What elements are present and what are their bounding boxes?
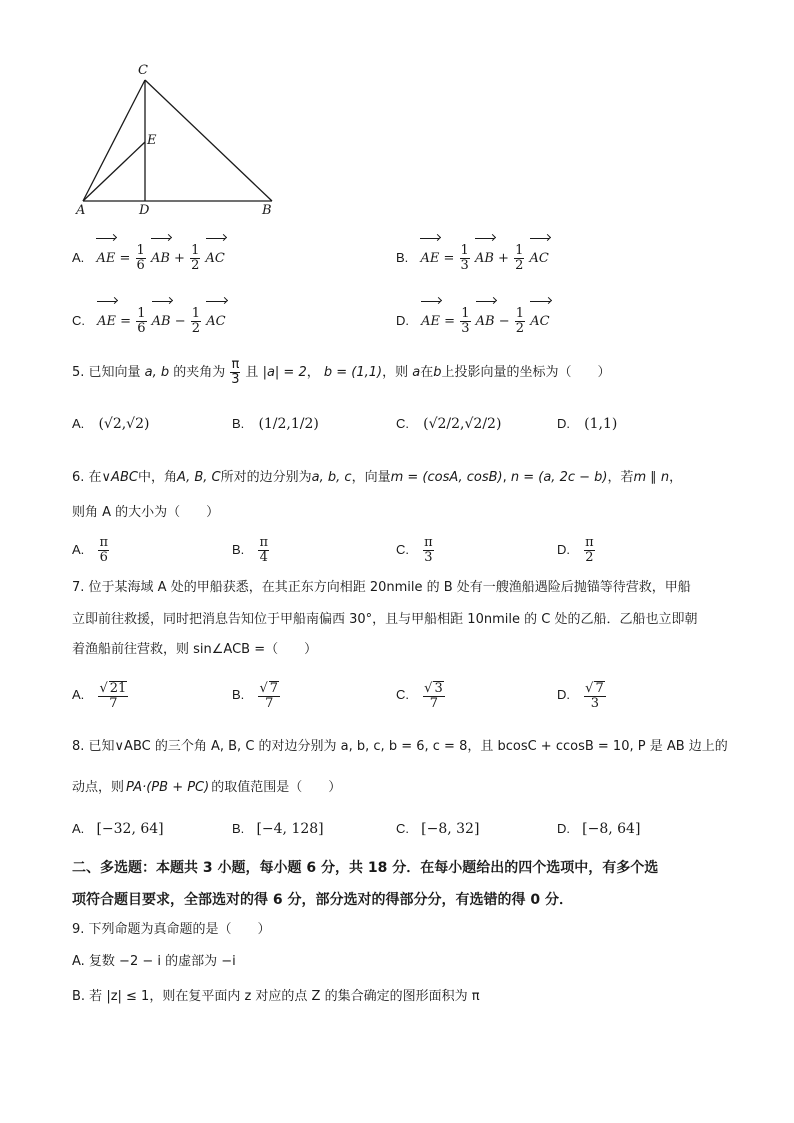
- q7-option-d[interactable]: [557, 675, 607, 715]
- option-letter: A.: [72, 687, 85, 702]
- option-value: [−4, 128]: [256, 821, 324, 837]
- option-letter: A.: [72, 542, 85, 557]
- vector-b-ref: b: [433, 365, 442, 380]
- option-letter: D.: [557, 687, 570, 702]
- fraction: $\frac{1}{3}$: [460, 243, 469, 273]
- q8-option-d[interactable]: [557, 818, 640, 841]
- q7-stem-line2: 立即前往救援，同时把消息告知位于甲船南偏西 30°，且与甲船相距 10nmile 的 C 处的乙船．乙船也立即朝: [72, 612, 698, 627]
- option-letter: C.: [72, 313, 85, 328]
- q5-stem: [72, 356, 611, 390]
- option-letter: A.: [72, 416, 85, 431]
- label-e: E: [147, 133, 157, 148]
- fraction: $\frac{√ 7}{7}$: [259, 680, 279, 711]
- option-value: [−8, 32]: [421, 821, 480, 837]
- q6-option-b[interactable]: [232, 532, 270, 568]
- vector-ae: AE: [421, 304, 440, 340]
- fraction: $\frac{1}{6}$: [137, 306, 146, 336]
- option-letter: A.: [72, 250, 85, 265]
- fraction: $\frac{\pi}{6}$: [99, 535, 108, 565]
- vector-expression: PA·(PB + PC): [126, 780, 210, 795]
- segment-ae: [83, 142, 145, 201]
- fraction: $\frac{1}{2}$: [191, 243, 200, 273]
- vector-ae: AE: [96, 241, 115, 277]
- option-letter: B.: [396, 250, 409, 265]
- q9-stem: 9. 下列命题为真命题的是（ ）: [72, 922, 271, 937]
- option-letter: C.: [396, 542, 409, 557]
- q5-text: 在: [420, 365, 434, 380]
- q8-stem-line1: 8. 已知∨ABC 的三个角 A, B, C 的对边分别为 a, b, c, b = 6, c = 8，且 bcosC + ccosB = 10, P 是 AB 边上的: [72, 739, 728, 754]
- label-c: C: [138, 63, 148, 78]
- vector-ae: AE: [420, 241, 439, 277]
- q5-option-d[interactable]: [557, 410, 617, 439]
- option-value: (√2/2,√2/2): [423, 416, 502, 432]
- vector-ac: AC: [530, 304, 549, 340]
- fraction: $\frac{\pi}{2}$: [585, 535, 594, 565]
- q5-text: 的夹角为: [173, 365, 226, 380]
- section-heading-line1: 二、多选题：本题共 3 小题，每小题 6 分，共 18 分．在每小题给出的四个选项中，有多个选: [72, 860, 659, 876]
- q5-text: ，: [306, 365, 320, 380]
- q6-option-c[interactable]: [396, 532, 435, 568]
- q7-stem-line1: 7. 位于某海域 A 处的甲船获悉，在其正东方向相距 20nmile 的 B 处有一艘渔船遇险后抛锚等待营救，甲船: [72, 580, 691, 595]
- section-heading-line2: 项符合题目要求，全部选对的得 6 分，部分选对的得部分分，有选错的得 0 分．: [72, 892, 573, 908]
- q8-option-b[interactable]: [232, 818, 324, 841]
- equals-sign: =: [120, 314, 132, 329]
- q7-option-a[interactable]: [72, 675, 129, 715]
- q4-option-d[interactable]: [396, 303, 550, 339]
- fraction: $\frac{1}{2}$: [515, 243, 524, 273]
- q6-option-d[interactable]: [557, 532, 596, 568]
- q8-stem-line2: 动点，则 PA·(PB + PC) 的取值范围是（ ）: [72, 780, 342, 795]
- option-value: (√2,√2): [98, 416, 150, 432]
- option-letter: D.: [557, 821, 570, 836]
- operator: −: [498, 314, 510, 329]
- b-value: b = (1,1): [323, 365, 383, 380]
- option-value: [−32, 64]: [96, 821, 164, 837]
- option-letter: D.: [557, 416, 570, 431]
- fraction: $\frac{1}{2}$: [515, 306, 525, 336]
- q5-text: 且: [245, 365, 259, 380]
- option-letter: C.: [396, 416, 409, 431]
- q8-option-c[interactable]: [396, 818, 479, 841]
- option-letter: B.: [232, 542, 245, 557]
- q5-option-c[interactable]: [396, 410, 501, 439]
- q4-option-b[interactable]: [396, 240, 549, 276]
- label-b: B: [262, 203, 272, 218]
- q5-text: ，则: [382, 365, 409, 380]
- fraction: $\frac{1}{2}$: [191, 306, 201, 336]
- vector-a: a, b: [140, 365, 174, 380]
- q7-option-b[interactable]: [232, 675, 281, 715]
- side-ac: [83, 80, 145, 201]
- option-letter: D.: [396, 313, 409, 328]
- vector-ae: AE: [97, 304, 116, 340]
- operator: −: [174, 314, 186, 329]
- q5-text: 5. 已知向量: [72, 365, 141, 380]
- option-value: (1/2,1/2): [258, 416, 319, 432]
- option-value: (1,1): [584, 416, 618, 432]
- vector-ab: AB: [151, 241, 170, 277]
- option-value: [−8, 64]: [582, 821, 641, 837]
- q6-stem-line1: 6. 在∨ABC中，角A, B, C所对的边分别为a, b, c，向量m = (cosA, cosB), n = (a, 2c − b)，若m ∥ n，: [72, 470, 683, 485]
- angle-fraction: $\frac{\pi}{3}$: [231, 357, 240, 387]
- q5-option-a[interactable]: [72, 410, 149, 439]
- vector-a-ref: a: [412, 365, 421, 380]
- equals-sign: =: [443, 251, 455, 266]
- option-letter: C.: [396, 821, 409, 836]
- vector-ac: AC: [206, 241, 225, 277]
- q6-stem-line2: 则角 A 的大小为（ ）: [72, 505, 220, 520]
- q7-option-c[interactable]: [396, 675, 446, 715]
- fraction: $\frac{\pi}{4}$: [259, 535, 268, 565]
- norm-a: |a| = 2: [262, 365, 307, 380]
- fraction: $\frac{√ 3}{7}$: [424, 680, 443, 711]
- option-letter: B.: [232, 416, 245, 431]
- q6-option-a[interactable]: [72, 532, 110, 568]
- fraction: $\frac{√ 7}{3}$: [585, 680, 604, 711]
- operator: +: [498, 251, 509, 266]
- operator: +: [174, 251, 185, 266]
- q9-option-b[interactable]: B. 若 |z| ≤ 1，则在复平面内 z 对应的点 Z 的集合确定的图形面积为 π: [72, 989, 480, 1004]
- vector-ac: AC: [530, 241, 549, 277]
- vector-ab: AB: [475, 241, 494, 277]
- q7-stem-line3: 着渔船前往营救，则 sin∠ACB =（ ）: [72, 642, 318, 657]
- label-d: D: [139, 203, 150, 218]
- vector-ab: AB: [152, 304, 171, 340]
- equals-sign: =: [444, 314, 456, 329]
- fraction: $\frac{\pi}{3}$: [424, 535, 433, 565]
- q4-option-a[interactable]: [72, 240, 225, 276]
- vector-ab: AB: [476, 304, 495, 340]
- option-letter: B.: [232, 821, 245, 836]
- q5-option-b[interactable]: [232, 410, 319, 439]
- fraction: $\frac{√ 21}{7}$: [99, 680, 127, 711]
- side-bc: [145, 80, 272, 201]
- label-a: A: [76, 203, 86, 218]
- equals-sign: =: [119, 251, 131, 266]
- q8-option-a[interactable]: [72, 818, 164, 841]
- option-letter: A.: [72, 821, 85, 836]
- q5-text: 上投影向量的坐标为（ ）: [441, 365, 611, 380]
- fraction: $\frac{1}{6}$: [136, 243, 145, 273]
- triangle-figure: [70, 60, 290, 225]
- option-letter: C.: [396, 687, 409, 702]
- option-letter: B.: [232, 687, 245, 702]
- q4-option-c[interactable]: [72, 303, 226, 339]
- option-letter: D.: [557, 542, 570, 557]
- vector-ac: AC: [206, 304, 225, 340]
- fraction: $\frac{1}{3}$: [461, 306, 470, 336]
- q9-option-a[interactable]: A. 复数 −2 − i 的虚部为 −i: [72, 954, 236, 969]
